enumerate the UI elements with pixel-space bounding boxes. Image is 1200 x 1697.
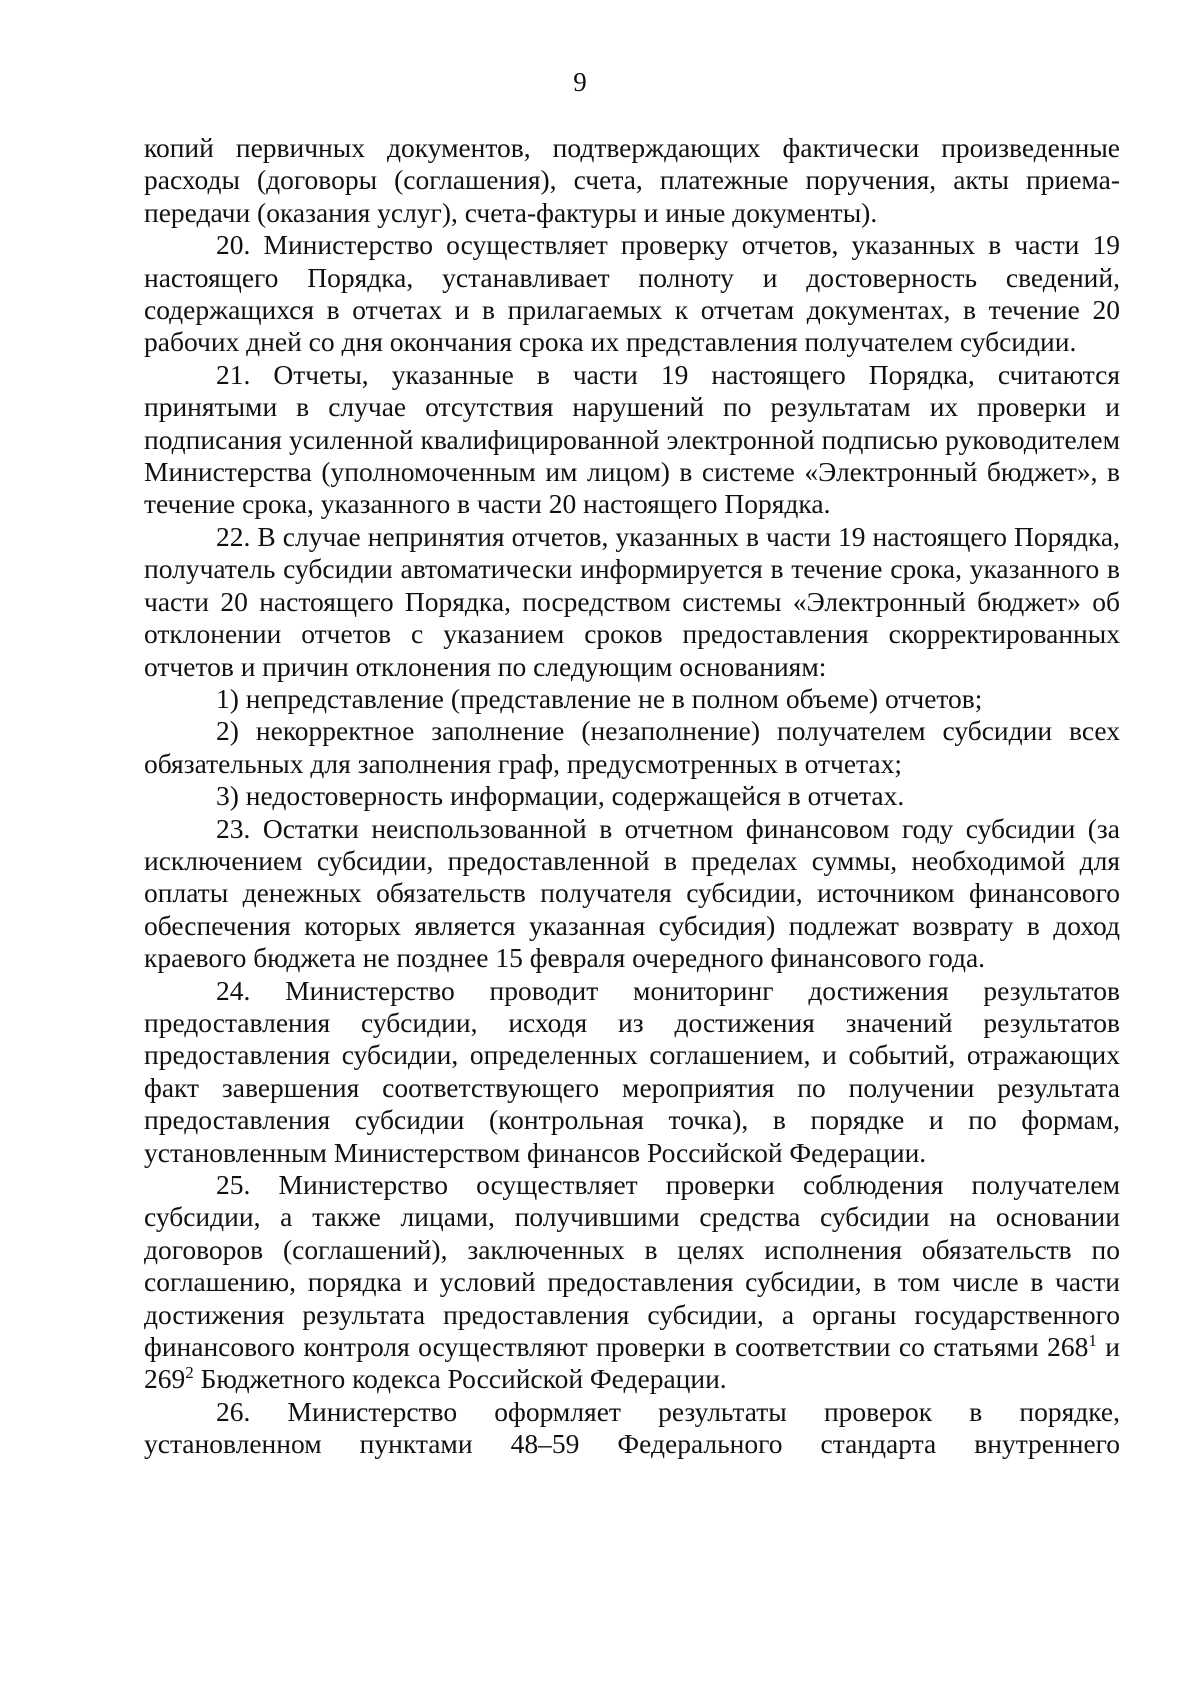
paragraph-25 bbox=[144, 1169, 1120, 1396]
page-number: 9 bbox=[573, 67, 587, 97]
paragraph-20: 20. Министерство осуществляет проверку отчетов, указанных в части 19 настоящего Порядка, устанавливает полноту и достоверность сведений, содержащихся в отчетах и в прилагаемых к отчетам документах, в течение 20 рабочих дней со дня окончания срока их представления получателем субсидии. bbox=[144, 229, 1120, 358]
paragraph-21: 21. Отчеты, указанные в части 19 настоящего Порядка, считаются принятыми в случае отсутствия нарушений по результатам их проверки и подписания усиленной квалифицированной электронной подписью руководителем Министерства (уполномоченным им лицом) в системе «Электронный бюджет», в течение срока, указанного в части 20 настоящего Порядка. bbox=[144, 358, 1120, 520]
paragraph-25-text-middle: и 269 bbox=[144, 1331, 1121, 1395]
paragraph-25-text-before: 25. Министерство осуществляет проверки соблюдения получателем субсидии, а также лицами, получившими средства субсидии на основании договоров (соглашений), заключенных в целях исполнения обязательств по соглашению, порядка и условий предоставления субсидии, в том числе в части достижения результата предоставления субсидии, а органы государственного финансового контроля осуществляют проверки в соответствии со статьями 268 bbox=[144, 1169, 1120, 1363]
superscript-2: 2 bbox=[185, 1363, 194, 1383]
paragraph-continuation: копий первичных документов, подтверждающих фактически произведенные расходы (договоры (соглашения), счета, платежные поручения, акты приема-передачи (оказания услуг), счета-фактуры и иные документы). bbox=[144, 132, 1120, 228]
paragraph-24: 24. Министерство проводит мониторинг достижения результатов предоставления субсидии, исходя из достижения значений результатов предоставления субсидии, определенных соглашением, и событий, отражающих факт завершения соответствующего мероприятия по получении результата предоставления субсидии (контрольная точка), в порядке и по формам, установленным Министерством финансов Российской Федерации. bbox=[144, 974, 1120, 1168]
paragraph-22: 22. В случае непринятия отчетов, указанных в части 19 настоящего Порядка, получатель субсидии автоматически информируется в течение срока, указанного в части 20 настоящего Порядка, посредством системы «Электронный бюджет» об отклонении отчетов с указанием сроков предоставления скорректированных отчетов и причин отклонения по следующим основаниям: bbox=[144, 520, 1120, 682]
document-body bbox=[144, 132, 1120, 1461]
paragraph-26: 26. Министерство оформляет результаты проверок в порядке, установленном пунктами 48–59 Федерального стандарта внутреннего bbox=[144, 1395, 1120, 1460]
list-item-3: 3) недостоверность информации, содержащейся в отчетах. bbox=[216, 780, 905, 812]
paragraph-25-text-after: Бюджетного кодекса Российской Федерации. bbox=[193, 1363, 727, 1395]
list-item-1: 1) непредставление (представление не в полном объеме) отчетов; bbox=[216, 682, 983, 714]
paragraph-23: 23. Остатки неиспользованной в отчетном финансовом году субсидии (за исключением субсидии, предоставленной в пределах суммы, необходимой для оплаты денежных обязательств получателя субсидии, источником финансового обеспечения которых является указанная субсидия) подлежат возврату в доход краевого бюджета не позднее 15 февраля очередного финансового года. bbox=[144, 812, 1120, 974]
list-item-2: 2) некорректное заполнение (незаполнение) получателем субсидии всех обязательных для заполнения граф, предусмотренных в отчетах; bbox=[144, 715, 1120, 779]
superscript-1: 1 bbox=[1088, 1330, 1097, 1350]
